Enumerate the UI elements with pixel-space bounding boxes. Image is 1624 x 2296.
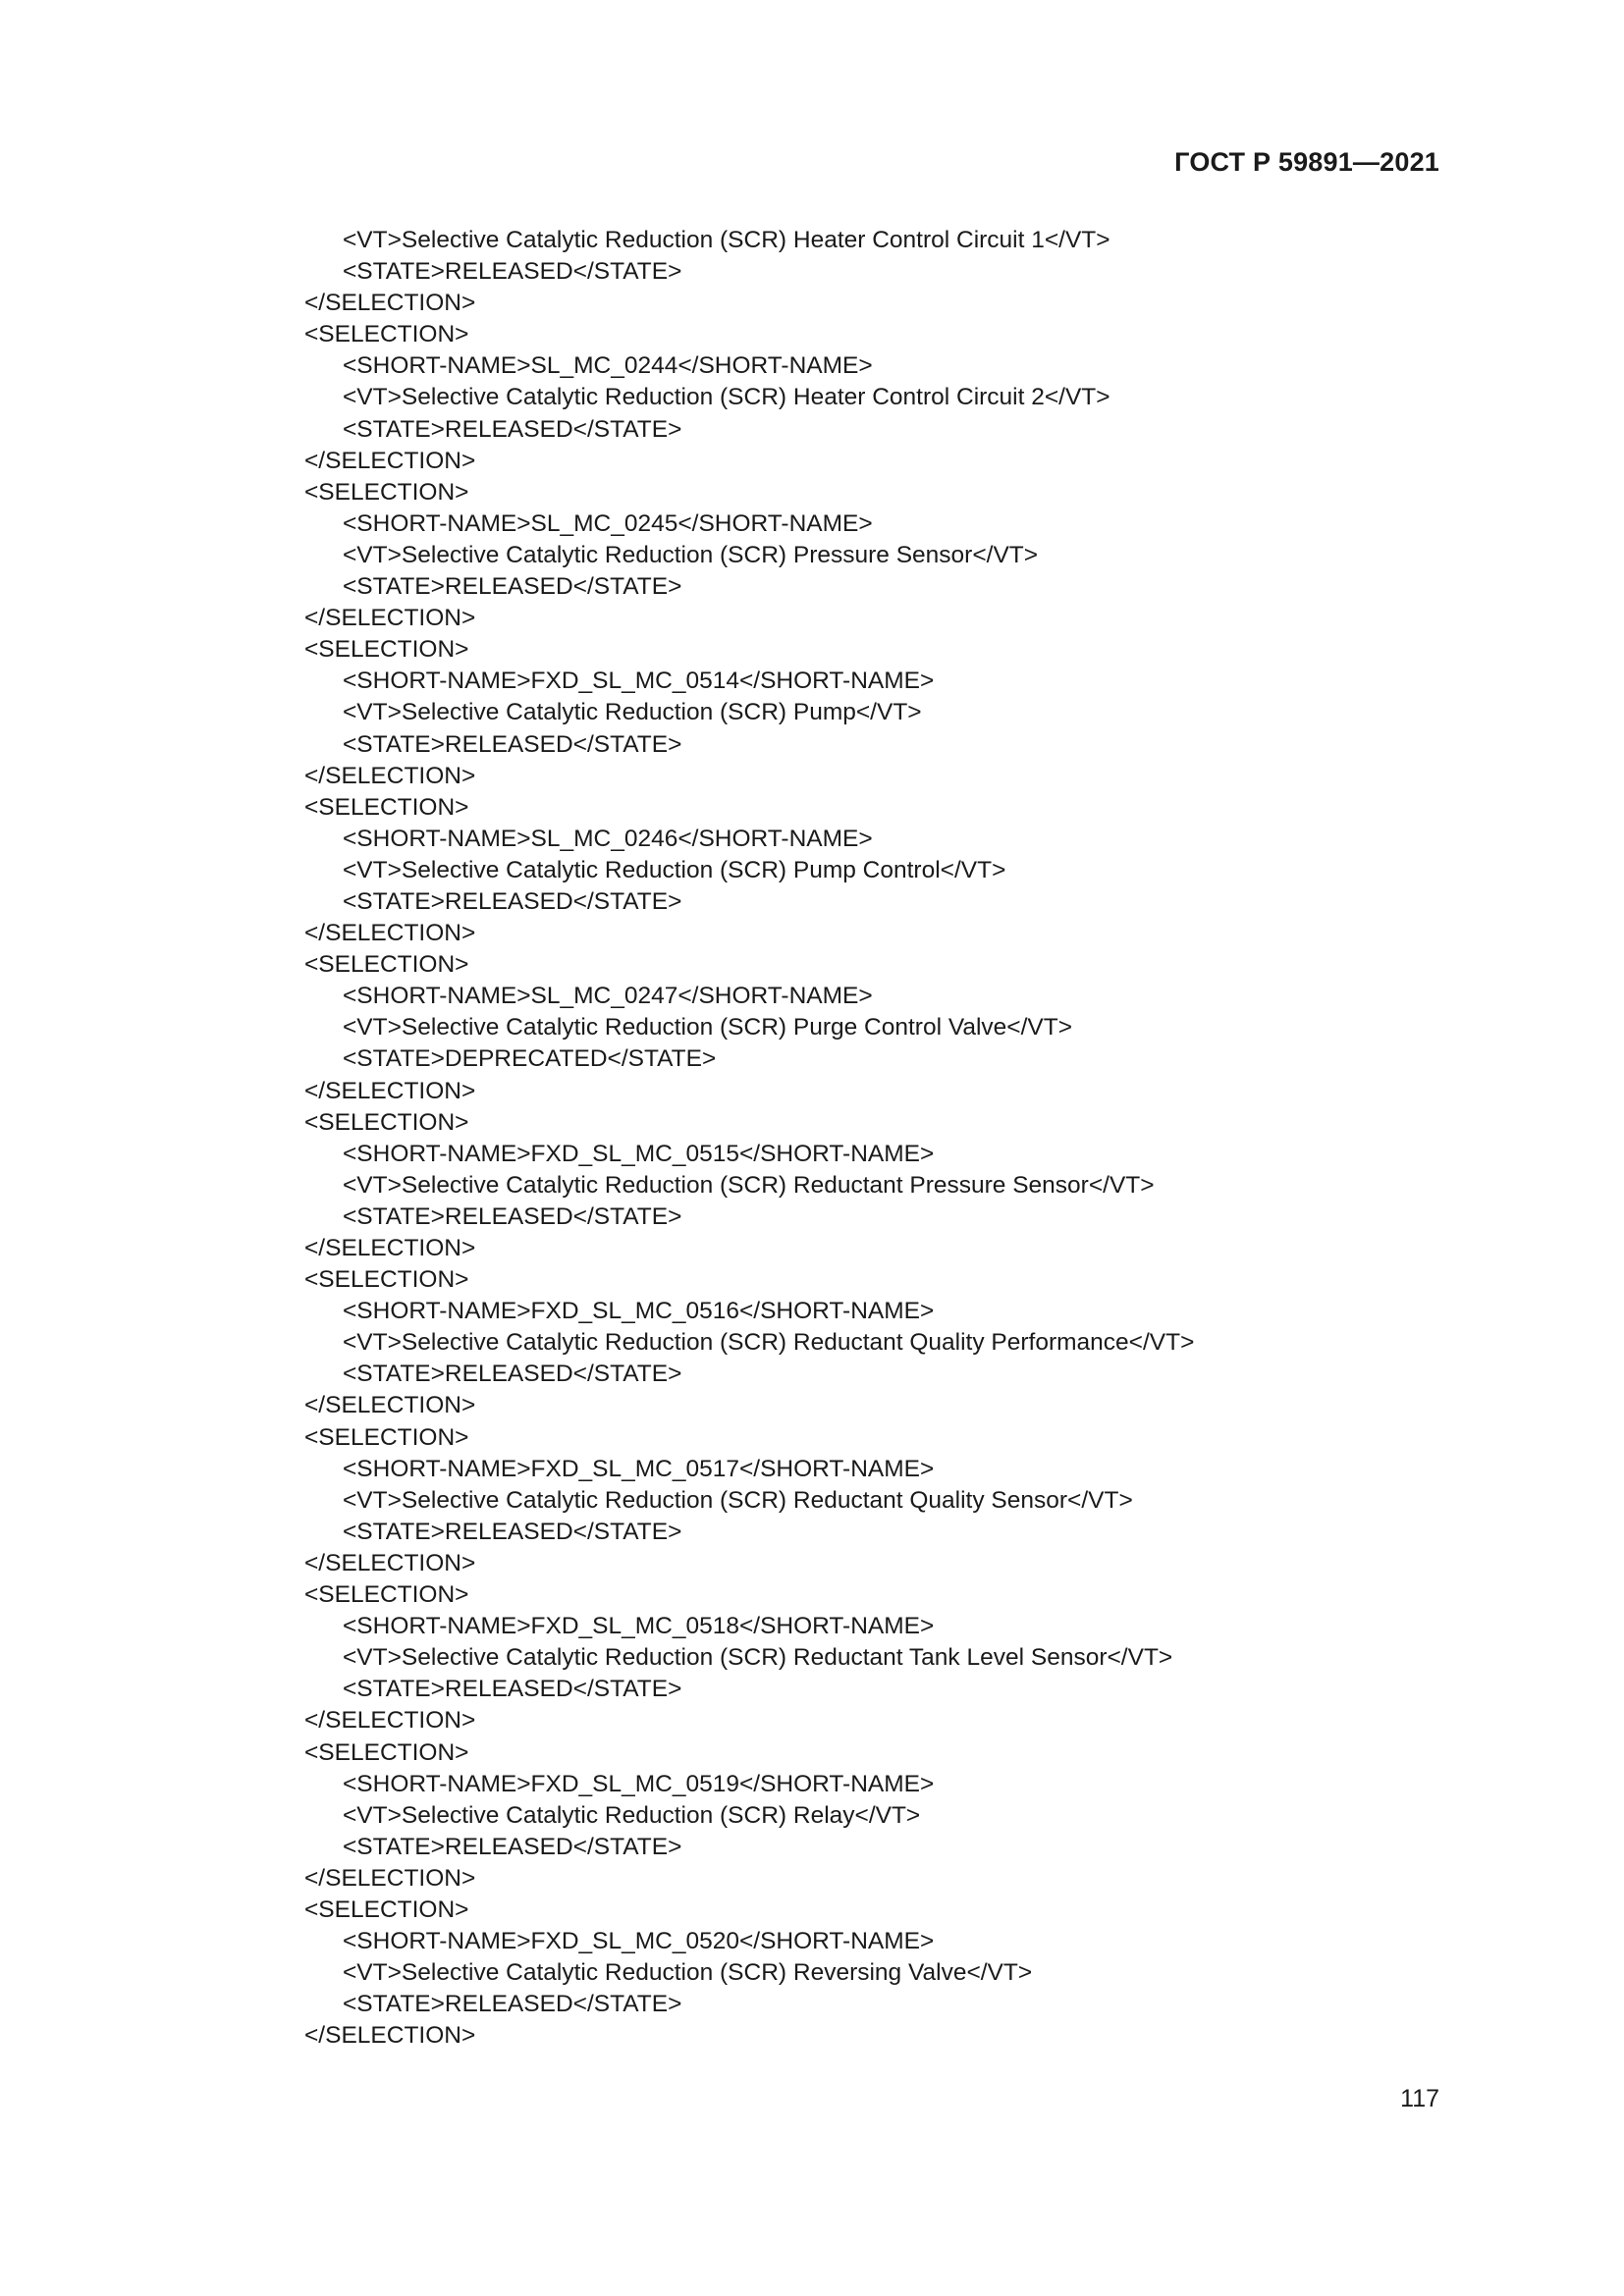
code-line: </SELECTION> bbox=[304, 605, 476, 632]
code-line: <VT>Selective Catalytic Reduction (SCR) Heater Control Circuit 2</VT> bbox=[343, 384, 1110, 411]
code-line: <SELECTION> bbox=[304, 1896, 469, 1923]
code-line: <SELECTION> bbox=[304, 636, 469, 664]
code-line: </SELECTION> bbox=[304, 1549, 476, 1576]
code-line: <STATE>RELEASED</STATE> bbox=[343, 415, 682, 443]
code-line: <SHORT-NAME>FXD_SL_MC_0514</SHORT-NAME> bbox=[343, 667, 935, 695]
code-line: <STATE>RELEASED</STATE> bbox=[343, 887, 682, 915]
code-line: <SHORT-NAME>FXD_SL_MC_0515</SHORT-NAME> bbox=[343, 1140, 935, 1167]
code-line: <VT>Selective Catalytic Reduction (SCR) Pump Control</VT> bbox=[343, 856, 1006, 883]
code-line: <VT>Selective Catalytic Reduction (SCR) Reductant Quality Sensor</VT> bbox=[343, 1486, 1133, 1514]
code-line: <STATE>RELEASED</STATE> bbox=[343, 1361, 682, 1388]
code-line: </SELECTION> bbox=[304, 1707, 476, 1735]
code-line: <SHORT-NAME>FXD_SL_MC_0517</SHORT-NAME> bbox=[343, 1455, 935, 1482]
code-line: <VT>Selective Catalytic Reduction (SCR) Reductant Quality Performance</VT> bbox=[343, 1329, 1195, 1357]
code-line: </SELECTION> bbox=[304, 1077, 476, 1104]
code-line: <SELECTION> bbox=[304, 1423, 469, 1451]
code-line: <VT>Selective Catalytic Reduction (SCR) Reversing Valve</VT> bbox=[343, 1959, 1033, 1987]
code-line: <SELECTION> bbox=[304, 1738, 469, 1766]
code-line: <SELECTION> bbox=[304, 1108, 469, 1136]
code-line: </SELECTION> bbox=[304, 290, 476, 317]
code-line: <SELECTION> bbox=[304, 478, 469, 506]
code-line: <VT>Selective Catalytic Reduction (SCR) Relay</VT> bbox=[343, 1801, 921, 1829]
code-line: <SHORT-NAME>SL_MC_0246</SHORT-NAME> bbox=[343, 825, 873, 852]
code-line: <SHORT-NAME>SL_MC_0244</SHORT-NAME> bbox=[343, 352, 873, 380]
code-line: <SELECTION> bbox=[304, 951, 469, 979]
code-line: <STATE>RELEASED</STATE> bbox=[343, 730, 682, 758]
code-line: <SELECTION> bbox=[304, 321, 469, 348]
code-line: <VT>Selective Catalytic Reduction (SCR) Purge Control Valve</VT> bbox=[343, 1014, 1073, 1041]
code-line: <STATE>RELEASED</STATE> bbox=[343, 573, 682, 601]
code-line: </SELECTION> bbox=[304, 447, 476, 474]
code-line: <SELECTION> bbox=[304, 1266, 469, 1294]
code-line: <SHORT-NAME>FXD_SL_MC_0518</SHORT-NAME> bbox=[343, 1613, 935, 1640]
code-line: <SELECTION> bbox=[304, 1581, 469, 1609]
code-line: <STATE>RELEASED</STATE> bbox=[343, 1676, 682, 1703]
code-line: <STATE>RELEASED</STATE> bbox=[343, 258, 682, 286]
code-line: <VT>Selective Catalytic Reduction (SCR) Pressure Sensor</VT> bbox=[343, 541, 1039, 568]
code-line: <VT>Selective Catalytic Reduction (SCR) Reductant Pressure Sensor</VT> bbox=[343, 1171, 1155, 1199]
code-line: </SELECTION> bbox=[304, 920, 476, 947]
code-line: <SELECTION> bbox=[304, 793, 469, 821]
code-line: <STATE>RELEASED</STATE> bbox=[343, 1518, 682, 1545]
code-line: <SHORT-NAME>FXD_SL_MC_0520</SHORT-NAME> bbox=[343, 1928, 935, 1955]
code-line: </SELECTION> bbox=[304, 2022, 476, 2050]
code-line: <STATE>RELEASED</STATE> bbox=[343, 1202, 682, 1230]
xml-code-block bbox=[304, 225, 1424, 2052]
code-line: <VT>Selective Catalytic Reduction (SCR) Heater Control Circuit 1</VT> bbox=[343, 227, 1110, 253]
page-header: ГОСТ Р 59891—2021 bbox=[1174, 147, 1439, 177]
code-line: <SHORT-NAME>FXD_SL_MC_0516</SHORT-NAME> bbox=[343, 1298, 935, 1325]
page-number: 117 bbox=[1400, 2085, 1439, 2112]
code-line: <SHORT-NAME>SL_MC_0247</SHORT-NAME> bbox=[343, 983, 873, 1010]
code-line: </SELECTION> bbox=[304, 1864, 476, 1892]
code-line: <SHORT-NAME>SL_MC_0245</SHORT-NAME> bbox=[343, 509, 873, 537]
code-line: <STATE>DEPRECATED</STATE> bbox=[343, 1045, 717, 1073]
code-line: <STATE>RELEASED</STATE> bbox=[343, 1991, 682, 2018]
code-line: <SHORT-NAME>FXD_SL_MC_0519</SHORT-NAME> bbox=[343, 1770, 935, 1797]
code-line: </SELECTION> bbox=[304, 1235, 476, 1261]
code-line: <VT>Selective Catalytic Reduction (SCR) Reductant Tank Level Sensor</VT> bbox=[343, 1644, 1173, 1672]
code-line: </SELECTION> bbox=[304, 1392, 476, 1419]
code-line: <STATE>RELEASED</STATE> bbox=[343, 1833, 682, 1860]
code-line: <VT>Selective Catalytic Reduction (SCR) Pump</VT> bbox=[343, 699, 922, 726]
code-line: </SELECTION> bbox=[304, 762, 476, 789]
